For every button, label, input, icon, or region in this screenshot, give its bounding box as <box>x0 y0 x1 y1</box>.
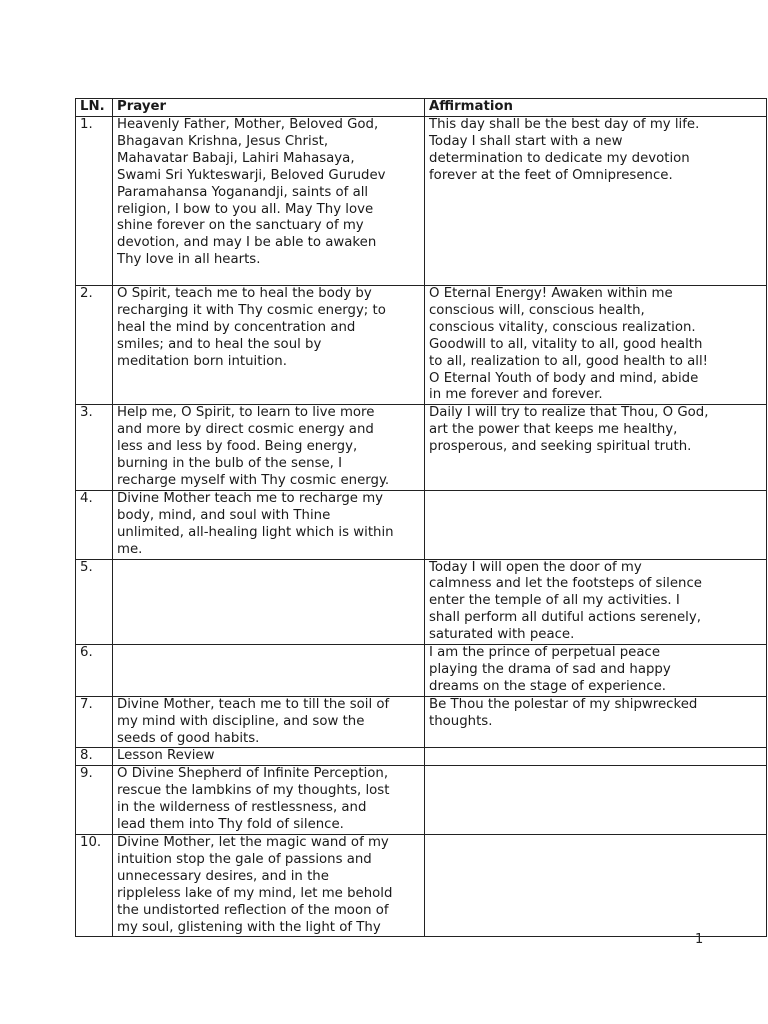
affirmation-cell <box>425 835 767 937</box>
table-row <box>76 766 767 835</box>
affirmation-cell: Be Thou the polestar of my shipwrecked thoughts. <box>425 696 767 748</box>
table-row <box>76 559 767 645</box>
row-number: 2. <box>76 286 113 405</box>
table-header-row <box>76 99 767 117</box>
prayer-cell: Divine Mother, let the magic wand of my intuition stop the gale of passions and unnecessary desires, and in the rippleless lake of my mind, let me behold the undistorted reflection of the moon of my soul, glistening with the light of Thy <box>113 835 425 937</box>
affirmation-cell: Daily I will try to realize that Thou, O God, art the power that keeps me healthy, prosperous, and seeking spiritual truth. <box>425 405 767 491</box>
header-ln: LN. <box>76 99 113 117</box>
prayer-cell: Divine Mother, teach me to till the soil of my mind with discipline, and sow the seeds of good habits. <box>113 696 425 748</box>
row-number: 6. <box>76 645 113 697</box>
row-number: 7. <box>76 696 113 748</box>
table-row <box>76 696 767 748</box>
page-number: 1 <box>695 932 704 947</box>
prayer-cell <box>113 559 425 645</box>
table-row <box>76 490 767 559</box>
header-prayer: Prayer <box>113 99 425 117</box>
table-row <box>76 286 767 405</box>
prayer-affirmation-table <box>75 98 767 937</box>
affirmation-cell: This day shall be the best day of my life. Today I shall start with a new determination to dedicate my devotion forever at the feet of Omnipresence. <box>425 117 767 286</box>
affirmation-cell <box>425 748 767 766</box>
row-number: 3. <box>76 405 113 491</box>
table-row <box>76 748 767 766</box>
row-number: 4. <box>76 490 113 559</box>
prayer-cell <box>113 645 425 697</box>
prayer-cell: Help me, O Spirit, to learn to live more and more by direct cosmic energy and less and less by food. Being energy, burning in the bulb of the sense, I recharge myself with Thy cosmic energy. <box>113 405 425 491</box>
affirmation-cell: O Eternal Energy! Awaken within me conscious will, conscious health, conscious vitality, conscious realization. Goodwill to all, vitality to all, good health to all, realization to all, good health to all! O Eternal Youth of body and mind, abide in me forever and forever. <box>425 286 767 405</box>
affirmation-cell: Today I will open the door of my calmness and let the footsteps of silence enter the temple of all my activities. I shall perform all dutiful actions serenely, saturated with peace. <box>425 559 767 645</box>
prayer-cell: Lesson Review <box>113 748 425 766</box>
prayer-cell: O Divine Shepherd of Infinite Perception, rescue the lambkins of my thoughts, lost in the wilderness of restlessness, and lead them into Thy fold of silence. <box>113 766 425 835</box>
table-row <box>76 405 767 491</box>
row-number: 5. <box>76 559 113 645</box>
row-number: 1. <box>76 117 113 286</box>
affirmation-cell: I am the prince of perpetual peace playing the drama of sad and happy dreams on the stage of experience. <box>425 645 767 697</box>
affirmation-cell <box>425 490 767 559</box>
prayer-cell: O Spirit, teach me to heal the body by recharging it with Thy cosmic energy; to heal the mind by concentration and smiles; and to heal the soul by meditation born intuition. <box>113 286 425 405</box>
prayer-cell: Divine Mother teach me to recharge my body, mind, and soul with Thine unlimited, all-healing light which is within me. <box>113 490 425 559</box>
affirmation-cell <box>425 766 767 835</box>
header-affirmation: Affirmation <box>425 99 767 117</box>
row-number: 10. <box>76 835 113 937</box>
table-row <box>76 117 767 286</box>
table-row <box>76 645 767 697</box>
table-row <box>76 835 767 937</box>
row-number: 9. <box>76 766 113 835</box>
row-number: 8. <box>76 748 113 766</box>
prayer-cell: Heavenly Father, Mother, Beloved God, Bhagavan Krishna, Jesus Christ, Mahavatar Babaji, Lahiri Mahasaya, Swami Sri Yukteswarji, Beloved Gurudev Paramahansa Yoganandji, saints of all religion, I bow to you all. May Thy love shine forever on the sanctuary of my devotion, and may I be able to awaken Thy love in all hearts. <box>113 117 425 286</box>
